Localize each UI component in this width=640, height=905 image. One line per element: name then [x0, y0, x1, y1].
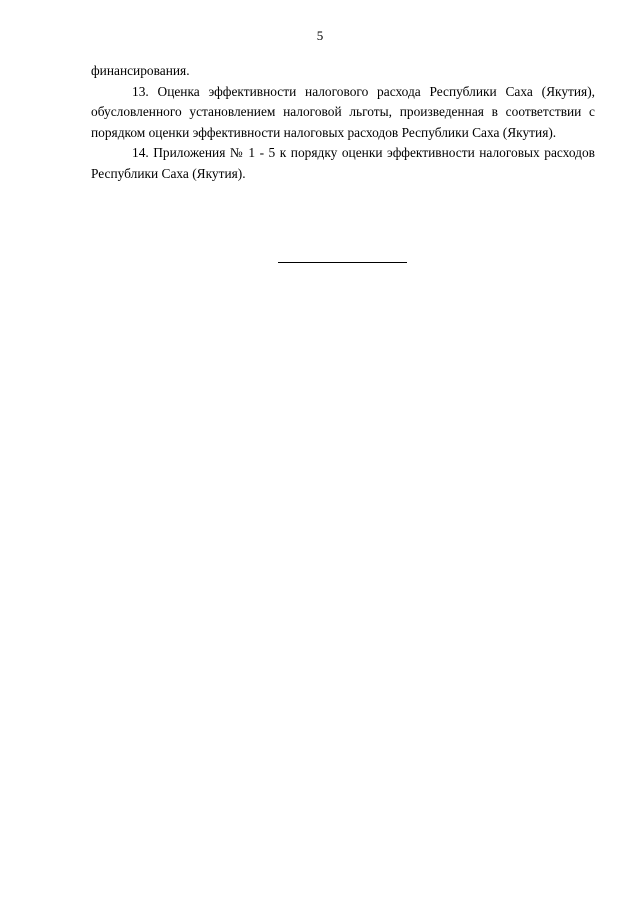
paragraph-item-13: 13. Оценка эффективности налогового расхода Республики Саха (Якутия), обусловленного установлением налоговой льготы, произведенная в соответствии с порядком оценки эффективности налоговых расходов Республики Саха (Якутия). [91, 83, 595, 140]
page-number: 5 [316, 28, 324, 43]
paragraph-item-14: 14. Приложения № 1 - 5 к порядку оценки эффективности налоговых расходов Республики Саха (Якутия). [91, 145, 595, 181]
document-body [91, 61, 595, 185]
paragraph-continuation: финансирования. [91, 63, 190, 78]
end-of-document-rule [278, 262, 407, 263]
